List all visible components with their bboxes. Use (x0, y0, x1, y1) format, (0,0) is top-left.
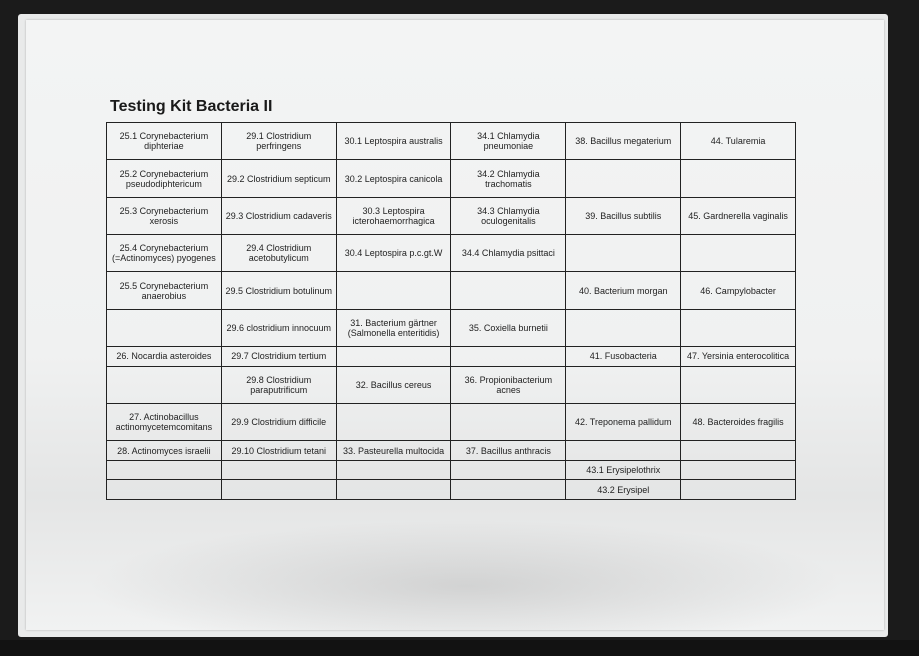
table-cell: 29.1 Clostridium perfringens (221, 123, 336, 160)
table-cell (681, 235, 796, 272)
table-row (107, 480, 796, 500)
table-cell: 44. Tularemia (681, 123, 796, 160)
table-cell (336, 480, 451, 500)
table-row (107, 123, 796, 160)
table-cell (107, 309, 222, 346)
table-cell: 38. Bacillus megaterium (566, 123, 681, 160)
table-cell (336, 403, 451, 440)
table-cell: 47. Yersinia enterocolitica (681, 347, 796, 367)
table-row (107, 309, 796, 346)
table-cell: 29.6 clostridium innocuum (221, 309, 336, 346)
table-cell: 29.5 Clostridium botulinum (221, 272, 336, 309)
table-cell (221, 480, 336, 500)
table-row (107, 197, 796, 234)
table-cell (107, 460, 222, 480)
table-row (107, 366, 796, 403)
table-cell (451, 480, 566, 500)
table-row (107, 272, 796, 309)
table-cell (681, 441, 796, 461)
table-cell (451, 347, 566, 367)
table-cell: 26. Nocardia asteroides (107, 347, 222, 367)
table-cell (336, 347, 451, 367)
table-cell: 29.3 Clostridium cadaveris (221, 197, 336, 234)
bacteria-table-body (107, 123, 796, 500)
table-cell: 29.2 Clostridium septicum (221, 160, 336, 197)
table-cell (681, 366, 796, 403)
table-cell: 30.2 Leptospira canicola (336, 160, 451, 197)
table-cell: 46. Campylobacter (681, 272, 796, 309)
table-cell (566, 235, 681, 272)
table-row (107, 160, 796, 197)
table-cell: 43.1 Erysipelothrix (566, 460, 681, 480)
table-cell: 32. Bacillus cereus (336, 366, 451, 403)
table-cell (107, 366, 222, 403)
table-cell (451, 460, 566, 480)
table-cell: 34.4 Chlamydia psittaci (451, 235, 566, 272)
table-cell: 30.3 Leptospira icterohaemorrhagica (336, 197, 451, 234)
table-cell (566, 309, 681, 346)
table-cell: 25.2 Corynebacterium pseudodiphtericum (107, 160, 222, 197)
table-cell: 31. Bacterium gärtner (Salmonella enteritidis) (336, 309, 451, 346)
table-cell: 25.3 Corynebacterium xerosis (107, 197, 222, 234)
table-row (107, 235, 796, 272)
table-cell: 34.3 Chlamydia oculogenitalis (451, 197, 566, 234)
table-row (107, 403, 796, 440)
table-cell (451, 403, 566, 440)
table-cell: 35. Coxiella burnetii (451, 309, 566, 346)
table-cell (681, 309, 796, 346)
table-cell (681, 480, 796, 500)
table-cell: 29.7 Clostridium tertium (221, 347, 336, 367)
table-cell: 34.1 Chlamydia pneumoniae (451, 123, 566, 160)
table-cell (336, 460, 451, 480)
table-cell (566, 441, 681, 461)
table-cell: 29.4 Clostridium acetobutylicum (221, 235, 336, 272)
background-shelf (0, 640, 919, 656)
table-cell: 45. Gardnerella vaginalis (681, 197, 796, 234)
table-cell: 29.9 Clostridium difficile (221, 403, 336, 440)
table-cell (681, 460, 796, 480)
table-cell (221, 460, 336, 480)
table-row (107, 460, 796, 480)
bacteria-table (106, 122, 796, 500)
table-cell: 30.4 Leptospira p.c.gt.W (336, 235, 451, 272)
page-title: Testing Kit Bacteria II (110, 98, 273, 115)
table-cell (681, 160, 796, 197)
shadow-overlay (86, 520, 846, 630)
table-cell (107, 480, 222, 500)
table-cell: 29.8 Clostridium paraputrificum (221, 366, 336, 403)
table-cell: 42. Treponema pallidum (566, 403, 681, 440)
table-cell: 30.1 Leptospira australis (336, 123, 451, 160)
table-cell: 25.1 Corynebacterium diphteriae (107, 123, 222, 160)
table-cell: 25.5 Corynebacterium anaerobius (107, 272, 222, 309)
table-cell: 28. Actinomyces israelii (107, 441, 222, 461)
table-cell: 39. Bacillus subtilis (566, 197, 681, 234)
table-cell: 34.2 Chlamydia trachomatis (451, 160, 566, 197)
table-cell (451, 272, 566, 309)
table-cell: 43.2 Erysipel (566, 480, 681, 500)
table-cell: 48. Bacteroides fragilis (681, 403, 796, 440)
table-cell (336, 272, 451, 309)
table-cell (566, 366, 681, 403)
table-cell: 25.4 Corynebacterium (=Actinomyces) pyogenes (107, 235, 222, 272)
table-row (107, 347, 796, 367)
table-cell: 37. Bacillus anthracis (451, 441, 566, 461)
table-cell: 27. Actinobacillus actinomycetemcomitans (107, 403, 222, 440)
table-cell: 36. Propionibacterium acnes (451, 366, 566, 403)
table-row (107, 441, 796, 461)
table-cell: 29.10 Clostridium tetani (221, 441, 336, 461)
table-cell: 41. Fusobacteria (566, 347, 681, 367)
table-cell (566, 160, 681, 197)
table-cell: 33. Pasteurella multocida (336, 441, 451, 461)
table-cell: 40. Bacterium morgan (566, 272, 681, 309)
